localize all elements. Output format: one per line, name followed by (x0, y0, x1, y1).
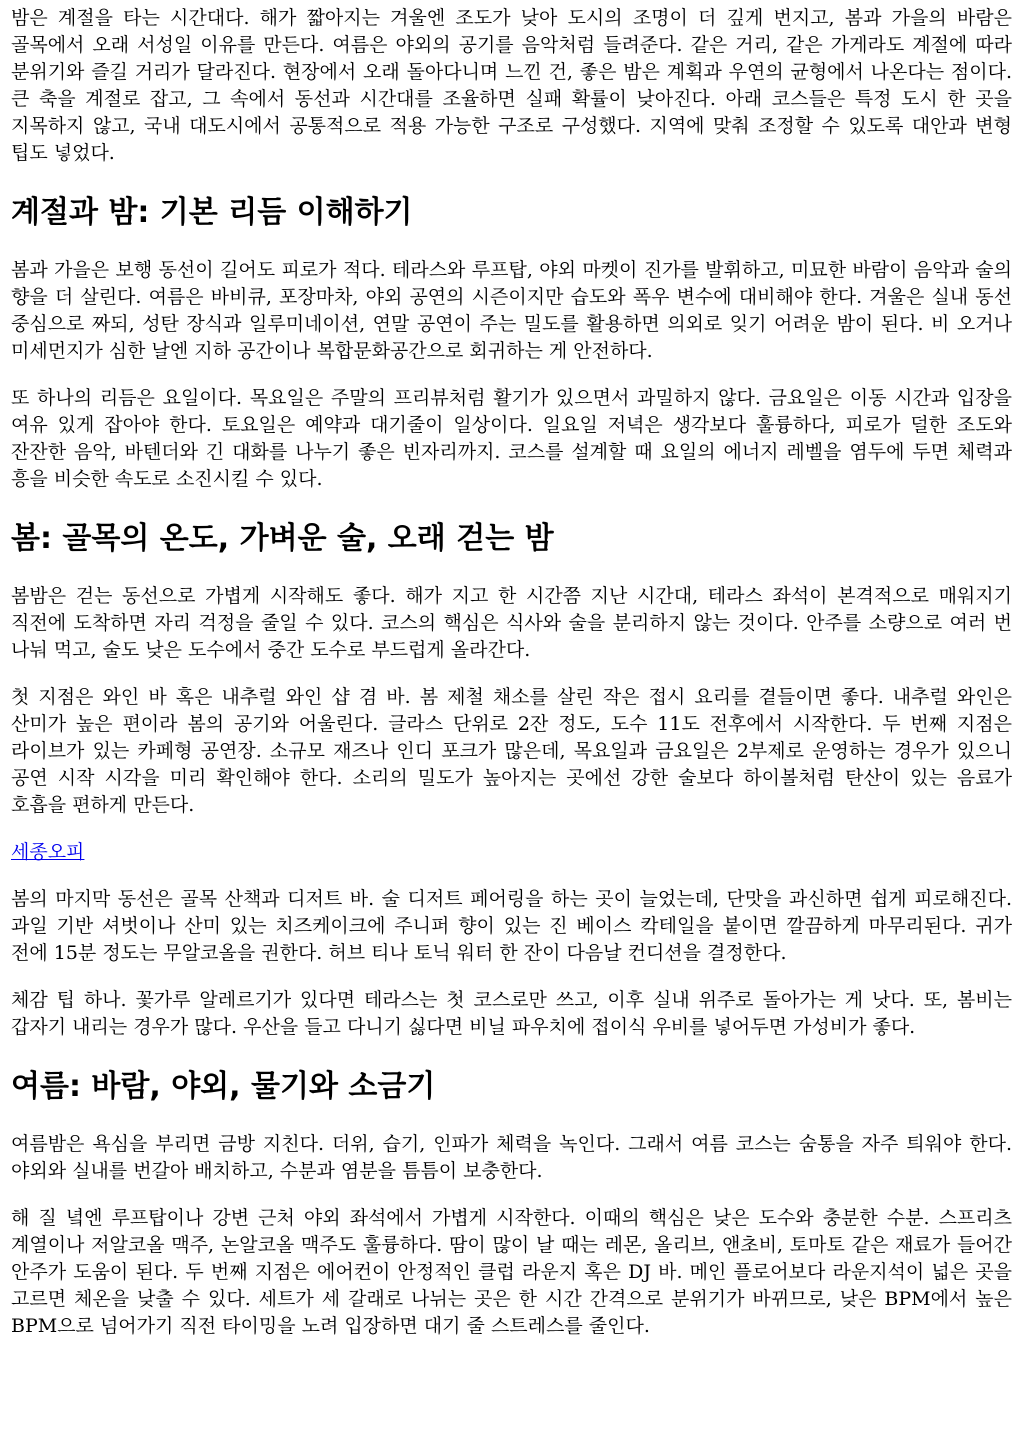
section-heading-spring: 봄: 골목의 온도, 가벼운 술, 오래 걷는 밤 (11, 521, 554, 556)
paragraph: 봄밤은 걷는 동선으로 가볍게 시작해도 좋다. 해가 지고 한 시간쯤 지난 시간대, 테라스 좌석이 본격적으로 매워지기 직전에 도착하면 자리 걱정을 줄일 수 있다. 코스의 핵심은 식사와 술을 분리하지 않는 것이다. 안주를 소량으로 여러 번 나눠 먹고, 술도 낮은 도수에서 중간 도수로 부드럽게 올라간다. (11, 585, 1012, 661)
intro-paragraph: 밤은 계절을 타는 시간대다. 해가 짧아지는 겨울엔 조도가 낮아 도시의 조명이 더 깊게 번지고, 봄과 가을의 바람은 골목에서 오래 서성일 이유를 만든다. 여름은 야외의 공기를 음악처럼 들려준다. 같은 거리, 같은 가게라도 계절에 따라 분위기와 즐길 거리가 달라진다. 현장에서 오래 돌아다니며 느낀 건, 좋은 밤은 계획과 우연의 균형에서 나온다는 점이다. 큰 축을 계절로 잡고, 그 속에서 동선과 시간대를 조율하면 실패 확률이 낮아진다. 아래 코스들은 특정 도시 한 곳을 지목하지 않고, 국내 대도시에서 공통적으로 적용 가능한 구조로 구성했다. 지역에 맞춰 조정할 수 있도록 대안과 변형 팁도 넣었다. (11, 7, 1012, 164)
sejong-op-link[interactable]: 세종오피 (11, 841, 85, 863)
article (0, 5, 1024, 1340)
section-heading-summer: 여름: 바람, 야외, 물기와 소금기 (11, 1069, 436, 1104)
paragraph: 봄과 가을은 보행 동선이 길어도 피로가 적다. 테라스와 루프탑, 야외 마켓이 진가를 발휘하고, 미묘한 바람이 음악과 술의 향을 더 살린다. 여름은 바비큐, 포장마차, 야외 공연의 시즌이지만 습도와 폭우 변수에 대비해야 한다. 겨울은 실내 동선 중심으로 짜되, 성탄 장식과 일루미네이션, 연말 공연이 주는 밀도를 활용하면 의외로 잊기 어려운 밤이 된다. 비 오거나 미세먼지가 심한 날엔 지하 공간이나 복합문화공간으로 회귀하는 게 안전하다. (11, 259, 1012, 362)
paragraph: 봄의 마지막 동선은 골목 산책과 디저트 바. 술 디저트 페어링을 하는 곳이 늘었는데, 단맛을 과신하면 쉽게 피로해진다. 과일 기반 셔벗이나 산미 있는 치즈케이크에 주니퍼 향이 있는 진 베이스 칵테일을 붙이면 깔끔하게 마무리된다. 귀가 전에 15분 정도는 무알코올을 권한다. 허브 티나 토닉 워터 한 잔이 다음날 컨디션을 결정한다. (11, 888, 1012, 964)
paragraph: 또 하나의 리듬은 요일이다. 목요일은 주말의 프리뷰처럼 활기가 있으면서 과밀하지 않다. 금요일은 이동 시간과 입장을 여유 있게 잡아야 한다. 토요일은 예약과 대기줄이 일상이다. 일요일 저녁은 생각보다 훌륭하다, 피로가 덜한 조도와 잔잔한 음악, 바텐더와 긴 대화를 나누기 좋은 빈자리까지. 코스를 설계할 때 요일의 에너지 레벨을 염두에 두면 체력과 흥을 비슷한 속도로 소진시킬 수 있다. (11, 387, 1012, 490)
paragraph: 해 질 녘엔 루프탑이나 강변 근처 야외 좌석에서 가볍게 시작한다. 이때의 핵심은 낮은 도수와 충분한 수분. 스프리츠 계열이나 저알코올 맥주, 논알코올 맥주도 훌륭하다. 땀이 많이 날 때는 레몬, 올리브, 앤초비, 토마토 같은 재료가 들어간 안주가 도움이 된다. 두 번째 지점은 에어컨이 안정적인 클럽 라운지 혹은 DJ 바. 메인 플로어보다 라운지석이 넓은 곳을 고르면 체온을 낮출 수 있다. 세트가 세 갈래로 나뉘는 곳은 한 시간 간격으로 분위기가 바뀌므로, 낮은 BPM에서 높은 BPM으로 넘어가기 직전 타이밍을 노려 입장하면 대기 줄 스트레스를 줄인다. (11, 1207, 1012, 1337)
link-paragraph (11, 839, 1012, 866)
paragraph: 첫 지점은 와인 바 혹은 내추럴 와인 샵 겸 바. 봄 제철 채소를 살린 작은 접시 요리를 곁들이면 좋다. 내추럴 와인은 산미가 높은 편이라 봄의 공기와 어울린다. 글라스 단위로 2잔 정도, 도수 11도 전후에서 시작한다. 두 번째 지점은 라이브가 있는 카페형 공연장. 소규모 재즈나 인디 포크가 많은데, 목요일과 금요일은 2부제로 운영하는 경우가 있으니 공연 시작 시각을 미리 확인해야 한다. 소리의 밀도가 높아지는 곳에선 강한 술보다 하이볼처럼 탄산이 있는 음료가 호흡을 편하게 만든다. (11, 686, 1012, 816)
paragraph: 여름밤은 욕심을 부리면 금방 지친다. 더위, 습기, 인파가 체력을 녹인다. 그래서 여름 코스는 숨통을 자주 틔워야 한다. 야외와 실내를 번갈아 배치하고, 수분과 염분을 틈틈이 보충한다. (11, 1133, 1012, 1182)
section-heading-seasons-rhythm: 계절과 밤: 기본 리듬 이해하기 (11, 195, 413, 230)
paragraph: 체감 팁 하나. 꽃가루 알레르기가 있다면 테라스는 첫 코스로만 쓰고, 이후 실내 위주로 돌아가는 게 낫다. 또, 봄비는 갑자기 내리는 경우가 많다. 우산을 들고 다니기 싫다면 비닐 파우치에 접이식 우비를 넣어두면 가성비가 좋다. (11, 989, 1012, 1038)
